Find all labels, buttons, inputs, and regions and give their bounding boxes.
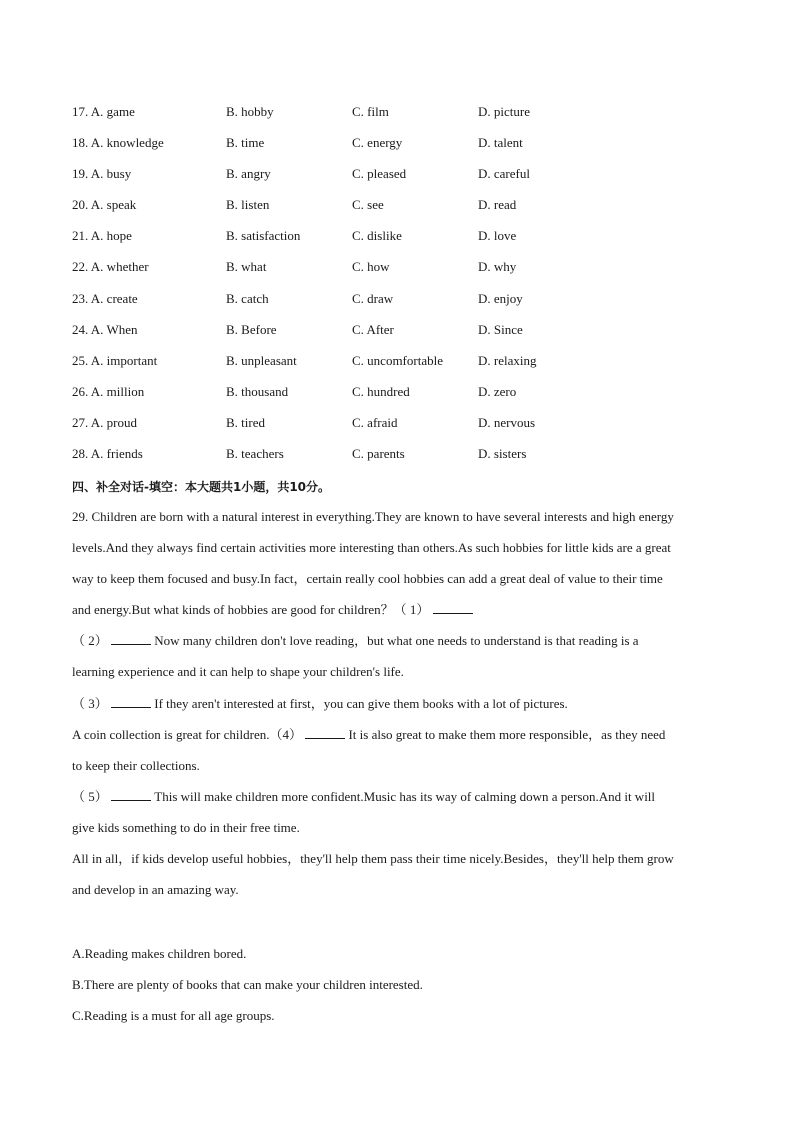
passage-text: If they aren't interested at first，you can give them books with a lot of pictures.	[154, 695, 568, 711]
option-a: 20. A. speak	[72, 197, 137, 213]
passage	[72, 508, 724, 912]
passage-line: levels.And they always find certain activities more interesting than others.As such hobbies for little kids are a great	[72, 540, 671, 556]
option-b: B. time	[226, 135, 265, 151]
options-list	[72, 103, 732, 476]
option-b: B. hobby	[226, 104, 274, 119]
passage-text: Now many children don't love reading，but what one needs to understand is that reading is a	[154, 633, 639, 649]
option-b: B. tired	[226, 414, 265, 430]
option-d: D. nervous	[478, 414, 536, 430]
answer-choices	[72, 945, 724, 1038]
option-d: D. enjoy	[478, 290, 523, 306]
choice-item: C.Reading is a must for all age groups.	[72, 1008, 275, 1024]
option-d: D. read	[478, 197, 517, 213]
passage-text: and energy.But what kinds of hobbies are good for children？（ 1）	[72, 602, 430, 618]
passage-line: to keep their collections.	[72, 757, 200, 773]
question-row	[72, 165, 732, 196]
passage-line	[72, 632, 724, 663]
option-a: 18. A. knowledge	[72, 135, 164, 151]
option-b: B. Before	[226, 321, 277, 337]
question-row	[72, 258, 732, 289]
option-a: 22. A. whether	[72, 259, 149, 275]
option-c: C. dislike	[352, 228, 402, 244]
option-c: C. After	[352, 321, 394, 337]
passage-text: A coin collection is great for children.（4）	[72, 726, 302, 742]
answer-blank-2[interactable]	[111, 632, 151, 645]
option-c: C. pleased	[352, 166, 407, 182]
option-b: B. catch	[226, 290, 269, 306]
option-c: C. parents	[352, 446, 405, 462]
section-heading: 四、补全对话-填空：本大题共1小题，共10分。	[72, 480, 331, 494]
question-row	[72, 414, 732, 445]
question-row	[72, 383, 732, 414]
option-a: 25. A. important	[72, 352, 158, 368]
option-c: C. film	[352, 104, 389, 119]
option-a: 17. A. game	[72, 104, 135, 119]
option-c: C. see	[352, 197, 384, 213]
option-a: 27. A. proud	[72, 414, 138, 430]
choice-item: B.There are plenty of books that can make your children interested.	[72, 977, 423, 993]
question-row	[72, 352, 732, 383]
answer-blank-1[interactable]	[433, 601, 473, 614]
option-d: D. love	[478, 228, 517, 244]
option-b: B. satisfaction	[226, 228, 301, 244]
option-a: 21. A. hope	[72, 228, 132, 244]
passage-line: learning experience and it can help to shape your children's life.	[72, 664, 404, 680]
choice-item: A.Reading makes children bored.	[72, 946, 247, 961]
question-row	[72, 103, 732, 134]
answer-blank-5[interactable]	[111, 788, 151, 801]
option-d: D. why	[478, 259, 517, 275]
answer-blank-3[interactable]	[111, 695, 151, 708]
option-a: 23. A. create	[72, 290, 138, 306]
question-row	[72, 321, 732, 352]
option-c: C. hundred	[352, 383, 410, 399]
option-b: B. angry	[226, 166, 271, 182]
option-b: B. unpleasant	[226, 352, 297, 368]
passage-text: （ 5）	[72, 788, 108, 804]
option-d: D. sisters	[478, 446, 527, 462]
option-b: B. listen	[226, 197, 270, 213]
question-row	[72, 445, 732, 476]
option-a: 19. A. busy	[72, 166, 132, 182]
option-b: B. what	[226, 259, 267, 275]
question-row	[72, 290, 732, 321]
option-d: D. careful	[478, 166, 530, 182]
option-d: D. zero	[478, 383, 517, 399]
option-d: D. picture	[478, 104, 530, 119]
question-row	[72, 134, 732, 165]
option-d: D. relaxing	[478, 352, 537, 368]
option-c: C. how	[352, 259, 390, 275]
passage-line	[72, 726, 724, 757]
option-d: D. talent	[478, 135, 523, 151]
option-b: B. thousand	[226, 383, 289, 399]
passage-line	[72, 788, 724, 819]
passage-text: （ 2）	[72, 633, 108, 649]
option-a: 24. A. When	[72, 321, 138, 337]
question-row	[72, 227, 732, 258]
passage-line: 29. Children are born with a natural interest in everything.They are known to have several interests and high energy	[72, 509, 674, 524]
option-c: C. afraid	[352, 414, 398, 430]
passage-text: （ 3）	[72, 695, 108, 711]
option-d: D. Since	[478, 321, 523, 337]
answer-blank-4[interactable]	[305, 726, 345, 739]
option-b: B. teachers	[226, 446, 284, 462]
option-c: C. draw	[352, 290, 394, 306]
passage-line: and develop in an amazing way.	[72, 882, 239, 898]
passage-line: way to keep them focused and busy.In fact，certain really cool hobbies can add a great deal of value to their time	[72, 571, 663, 587]
passage-line	[72, 601, 724, 632]
passage-line	[72, 695, 724, 726]
passage-text: It is also great to make them more responsible，as they need	[348, 726, 666, 742]
option-a: 26. A. million	[72, 383, 145, 399]
option-a: 28. A. friends	[72, 446, 143, 462]
passage-text: This will make children more confident.Music has its way of calming down a person.And it will	[154, 788, 656, 804]
option-c: C. energy	[352, 135, 403, 151]
passage-line: give kids something to do in their free time.	[72, 819, 300, 835]
option-c: C. uncomfortable	[352, 352, 443, 368]
passage-line: All in all，if kids develop useful hobbies，they'll help them pass their time nicely.Besides，they'll help them grow	[72, 851, 674, 867]
question-row	[72, 196, 732, 227]
